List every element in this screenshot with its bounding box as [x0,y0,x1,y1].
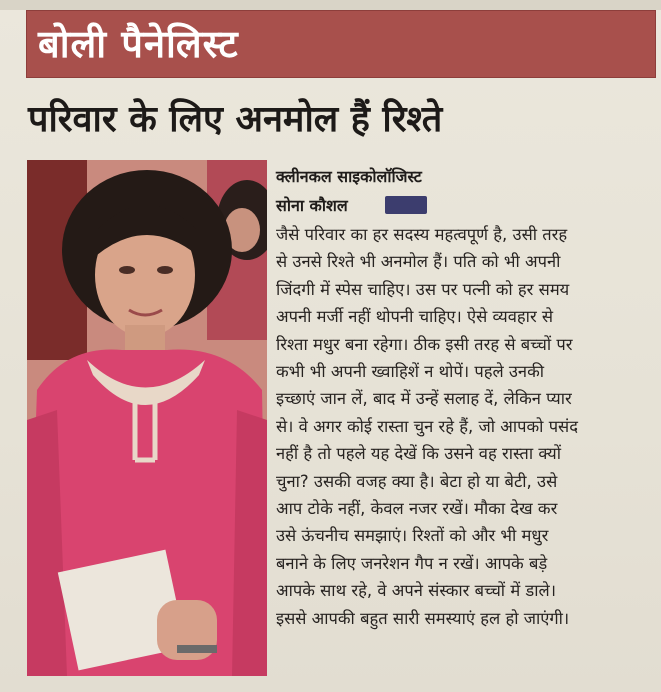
article-line: बनाने के लिए जनरेशन गैप न रखें। आपके बड़े [276,553,548,573]
paper-edge [0,0,661,10]
article-headline: परिवार के लिए अनमोल हैं रिश्ते [28,99,443,140]
article-line: से। वे अगर कोई रास्ता चुन रहे हैं, जो आपको पसंद [276,416,578,436]
author-designation: क्लीनकल साइकोलॉजिस्ट [276,167,422,186]
article-line: नहीं है तो पहले यह देखें कि उसने वह रास्ता क्यों [276,444,562,464]
article-line: अपनी मर्जी नहीं थोपनी चाहिए। ऐसे व्यवहार से [276,307,554,327]
article-line: से उनसे रिश्ते भी अनमोल हैं। पति को भी अपनी [276,252,561,272]
article-body [276,221,656,632]
article-line: आपके साथ रहे, वे अपने संस्कार बच्चों में डाले। [276,581,556,601]
section-banner [26,10,656,78]
article-line: इससे आपकी बहुत सारी समस्याएं हल हो जाएंगी। [276,608,570,628]
article-line: चुना? उसकी वजह क्या है। बेटा हो या बेटी, उसे [276,471,558,491]
article-line: उसे ऊंचनीच समझाएं। रिश्तों को और भी मधुर [276,526,549,546]
article-line: इच्छाएं जान लें, बाद में उन्हें सलाह दें, लेकिन प्यार [276,389,572,409]
author-name: सोना कौशल [276,196,348,215]
article-line: आप टोके नहीं, केवल नजर रखें। मौका देख कर [276,499,558,519]
article-line: कभी भी अपनी ख्वाहिशें न थोपें। पहले उनकी [276,362,545,382]
article-line: जिंदगी में स्पेस चाहिए। उस पर पत्नी को हर समय [276,279,570,299]
banner-label: बोली पैनेलिस्ट [38,22,239,66]
article-line: जैसे परिवार का हर सदस्य महत्वपूर्ण है, उसी तरह [276,225,568,244]
ink-scribble [385,196,427,214]
article-line: रिश्ता मधुर बना रहेगा। ठीक इसी तरह से बच्चों पर [276,334,573,354]
author-photo [27,160,267,676]
